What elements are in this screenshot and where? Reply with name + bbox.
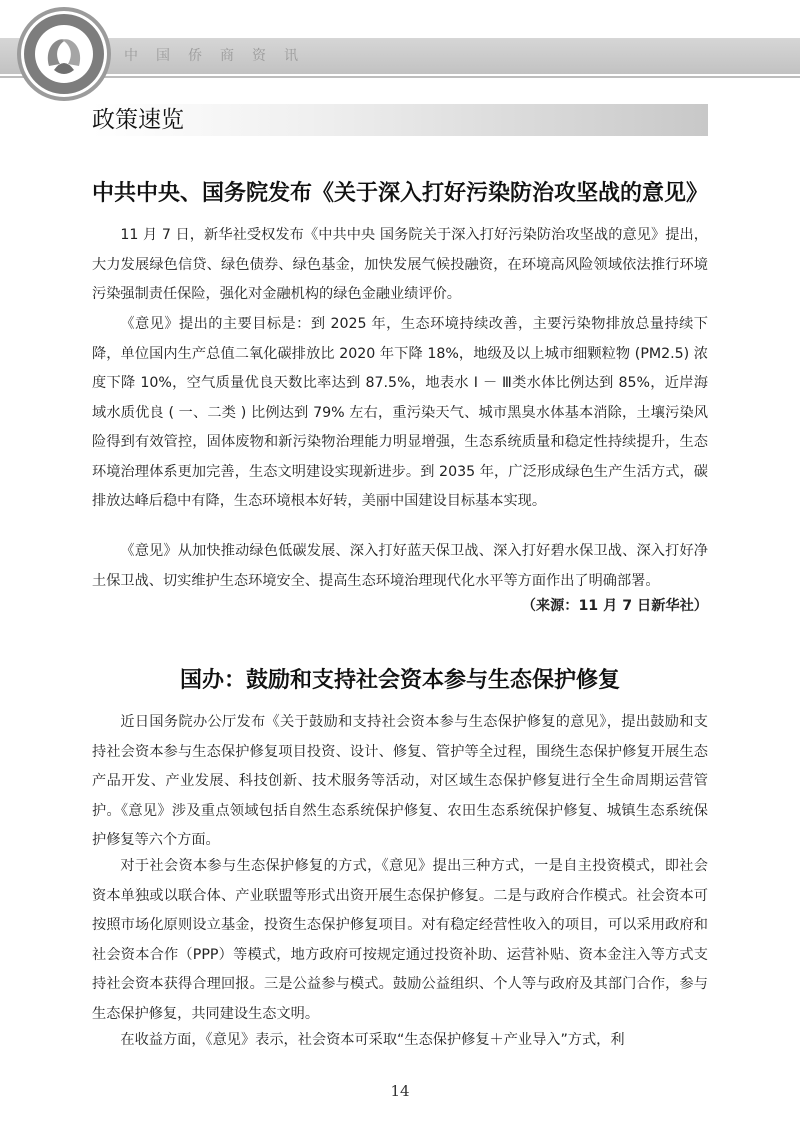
magazine-title: 中国侨商资讯 bbox=[124, 48, 316, 64]
header-band bbox=[0, 38, 800, 74]
section-header-bar bbox=[92, 104, 708, 136]
article-2-title: 国办：鼓励和支持社会资本参与生态保护修复 bbox=[179, 668, 620, 693]
article-1-paragraph-3: 《意见》从加快推动绿色低碳发展、深入打好蓝天保卫战、深入打好碧水保卫战、深入打好净土保卫战、切实维护生态环境安全、提高生态环境治理现代化水平等方面作出了明确部署。 bbox=[92, 543, 708, 589]
article-2-paragraph-2: 对于社会资本参与生态保护修复的方式，《意见》提出三种方式，一是自主投资模式，即社会资本单独或以联合体、产业联盟等形式出资开展生态保护修复。二是与政府合作模式。社会资本可按照市场化原则设立基金，投资生态保护修复项目。对有稳定经营性收入的项目，可以采用政府和社会资本合作（PPP）等模式，地方政府可按规定通过投资补助、运营补贴、资本金注入等方式支持社会资本获得合理回报。三是公益参与模式。鼓励公益组织、个人等与政府及其部门合作，参与生态保护修复，共同建设生态文明。 bbox=[92, 858, 708, 1022]
article-1-paragraph-2: 《意见》提出的主要目标是：到 2025 年，生态环境持续改善，主要污染物排放总量持续下降，单位国内生产总值二氧化碳排放比 2020 年下降 18%，地级及以上城市细颗粒物 (PM2.5) 浓度下降 10%，空气质量优良天数比率达到 87.5%，地表水 Ⅰ － Ⅲ类水体比例达到 85%，近岸海域水质优良 ( 一、二类 ) 比例达到 79% 左右，重污染天气、城市黑臭水体基本消除，土壤污染风险得到有效管控，固体废物和新污染物治理能力明显增强，生态系统质量和稳定性持续提升，生态环境治理体系更加完善，生态文明建设实现新进步。到 2035 年，广泛形成绿色生产生活方式，碳排放达峰后稳中有降，生态环境根本好转，美丽中国建设目标基本实现。 bbox=[92, 316, 708, 509]
article-1-title: 中共中央、国务院发布《关于深入打好污染防治攻坚战的意见》 bbox=[91, 181, 708, 206]
section-title: 政策速览 bbox=[92, 107, 184, 133]
article-1-source: （来源：11 月 7 日新华社） bbox=[521, 598, 708, 614]
header-divider bbox=[0, 76, 800, 78]
article-1-paragraph-1: 11 月 7 日，新华社受权发布《中共中央 国务院关于深入打好污染防治攻坚战的意见》提出，大力发展绿色信贷、绿色债券、绿色基金，加快发展气候投融资，在环境高风险领域依法推行环境污染强制责任保险，强化对金融机构的绿色金融业绩评价。 bbox=[92, 227, 708, 302]
article-2-paragraph-3: 在收益方面，《意见》表示，社会资本可采取“生态保护修复＋产业导入”方式，利 bbox=[120, 1032, 625, 1048]
magazine-logo bbox=[14, 4, 114, 104]
article-2-paragraph-1: 近日国务院办公厅发布《关于鼓励和支持社会资本参与生态保护修复的意见》，提出鼓励和支持社会资本参与生态保护修复项目投资、设计、修复、管护等全过程，围绕生态保护修复开展生态产品开发、产业发展、科技创新、技术服务等活动，对区域生态保护修复进行全生命周期运营管护。《意见》涉及重点领域包括自然生态系统保护修复、农田生态系统保护修复、城镇生态系统保护修复等六个方面。 bbox=[92, 714, 708, 848]
page-number: 14 bbox=[390, 1082, 410, 1100]
